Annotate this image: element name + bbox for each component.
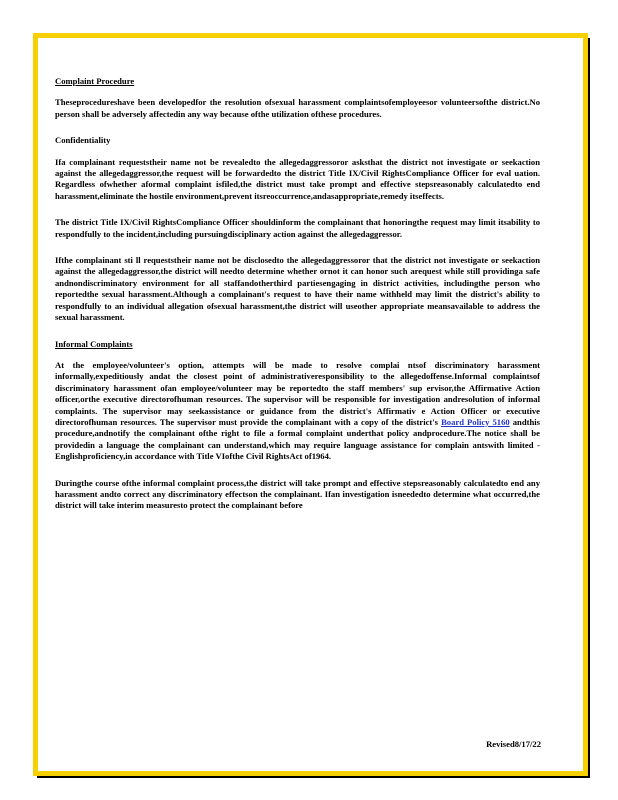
informal-complaints-paragraph-2: Duringthe course ofthe informal complaint process,the district will take prompt and effective stepsreasonably calculatedto end any harassment andto correct any discriminatory effectson the complainant. Ifan investigation isneededto determine what occurred,the district will take interim measuresto protect the complainant before [55, 477, 540, 511]
informal-complaints-paragraph-1 [55, 360, 540, 463]
informal-complaints-heading: Informal Complaints [55, 338, 133, 349]
document-content [55, 76, 540, 527]
informal-text-after-link: andthis procedure,andnotify the complainant ofthe right to file a formal complaint underthat policy andprocedure.The notice shall be providedin a language the complainant can understand,which may require language assistance for complain antswith limited - Englishproficiency,in accordance with Title VIofthe Civil RightsAct of1964. [55, 416, 540, 462]
informal-text-before-link: At the employee/volunteer's option, attempts will be made to resolve complai ntsof discriminatory harassment informally,expeditiously andat the closest point of administrativeresponsibility to the allegedoffense.Informal complaintsof discriminatory harassment ofan employee/volunteer may be reportedto the staff members' sup ervisor,the Affirmative Action officer,orthe executive directorofhuman resources. The supervisor will be responsible for investigation andresolution of informal complaints. The supervisor may seekassistance or guidance from the district's Affirmativ e Action Officer or executive directorofhuman resources. The supervisor must provide the complainant with a copy of the district's [55, 359, 540, 427]
confidentiality-heading: Confidentiality [55, 135, 111, 146]
complaint-procedure-heading: Complaint Procedure [55, 76, 135, 86]
confidentiality-paragraph-2: The district Title IX/Civil RightsCompliance Officer shouldinform the complainant that honoringthe request may limit itsability to respondfully to the incident,including pursuingdisciplinary action against the allegedaggressor. [55, 217, 540, 239]
complaint-procedure-paragraph: Theseprocedureshave been developedfor the resolution ofsexual harassment complaintsofemployeesor volunteersofthe district.No person shall be adversely affectedin any way because ofthe utilization ofthese procedures. [55, 97, 540, 119]
revised-date: Revised8/17/22 [486, 739, 541, 749]
confidentiality-paragraph-1: Ifa complainant requeststheir name not be revealedto the allegedaggressoror asksthat the district not investigate or seekaction against the allegedaggressor,the request will be forwardedto the district Title IX/Civil RightsCompliance Officer for eval uation. Regardless ofwhether aformal complaint isfiled,the district must take prompt and effective stepsreasonably calculatedto end harassment,eliminate the hostile environment,prevent itsreoccurrence,andasappropriate,remedy itseffects. [55, 156, 540, 201]
document-page [33, 33, 588, 776]
board-policy-link[interactable]: Board Policy 5160 [441, 416, 510, 427]
confidentiality-paragraph-3: Ifthe complainant sti ll requeststheir name not be disclosedto the allegedaggressoror that the district not investigate or seekaction against the allegedaggressor,the district will needto determine whether ornot it can honor such arequest while still providinga safe andnondiscriminatory environment for all staffandotherthird partiesengaging in district activities, includingthe person who reportedthe sexual harassment.Although a complainant's request to have their name withheld may limit the district's ability to respondfully to an individual allegation ofsexual harassment,the district will useother appropriate meansavailable to address the sexual harassment. [55, 255, 540, 323]
